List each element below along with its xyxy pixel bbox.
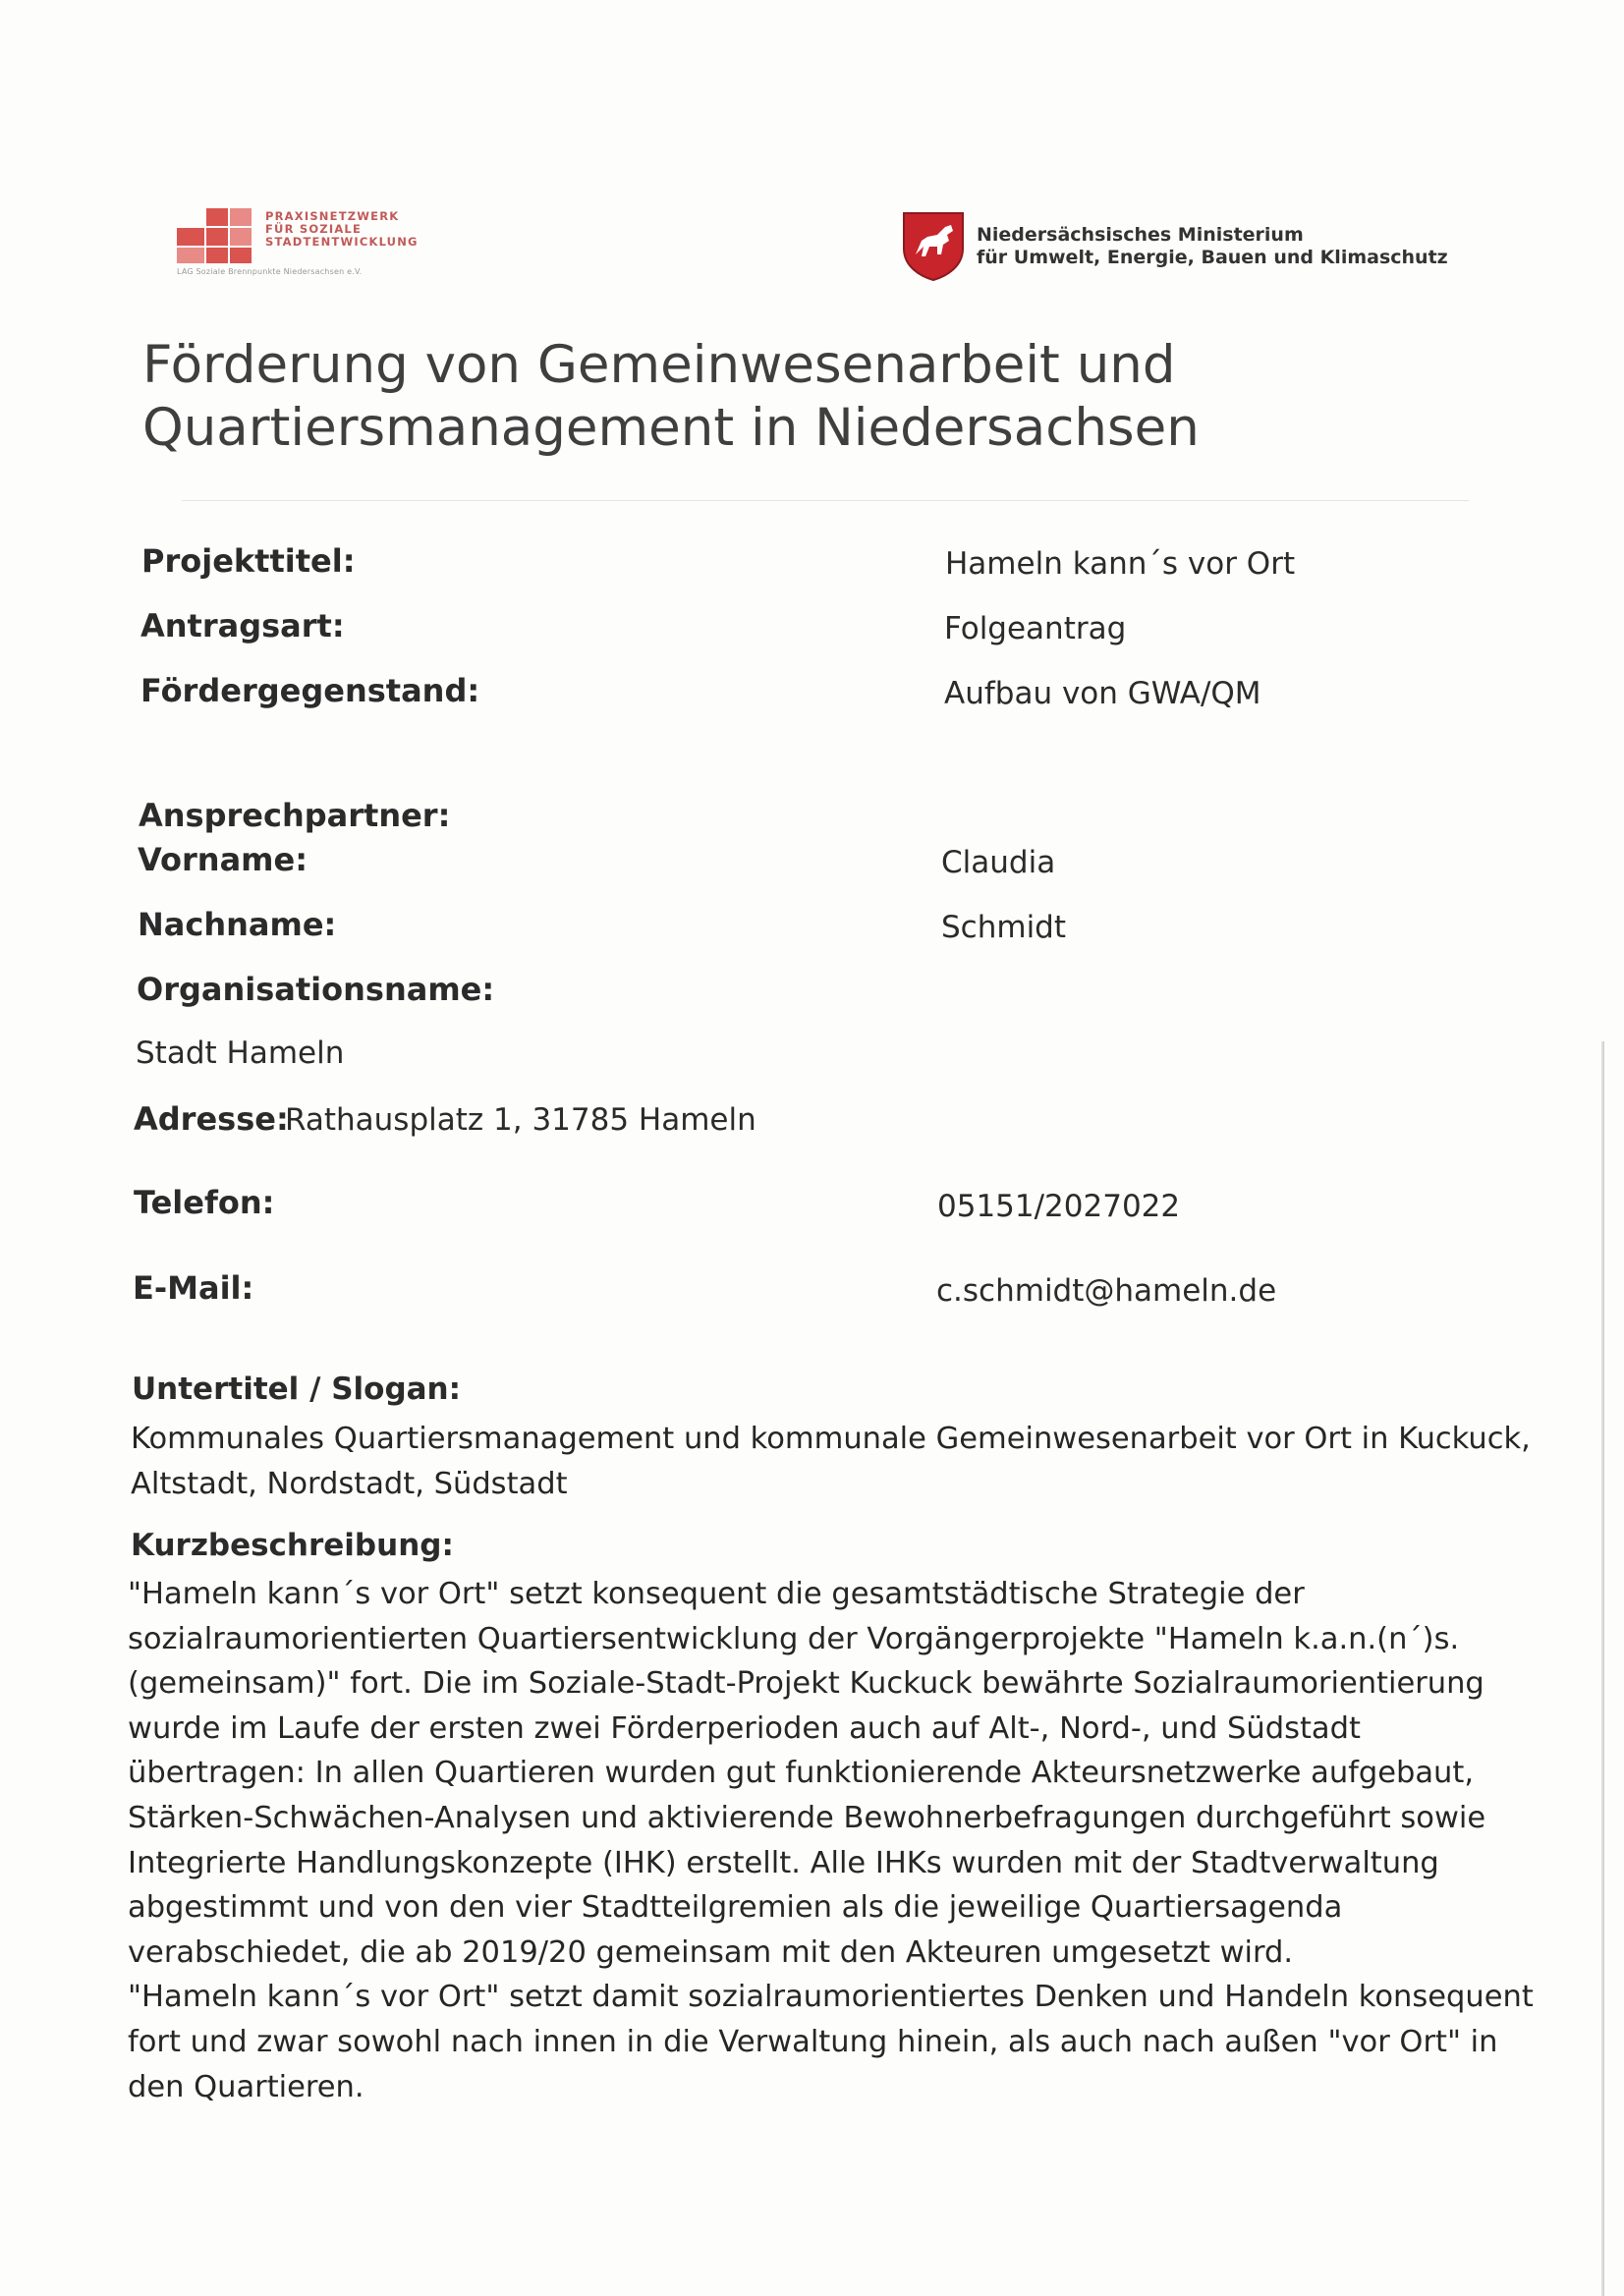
nachname-label: Nachname: bbox=[138, 906, 337, 943]
kurzbeschreibung-label: Kurzbeschreibung: bbox=[131, 1528, 454, 1563]
kurzbeschreibung-line: (gemeinsam)" fort. Die im Soziale-Stadt-Projekt Kuckuck bewährte Sozialraumorientierung bbox=[128, 1666, 1484, 1702]
kurzbeschreibung-line: verabschiedet, die ab 2019/20 gemeinsam mit den Akteuren umgesetzt wird. bbox=[128, 1934, 1294, 1970]
page-title-line-1: Förderung von Gemeinwesenarbeit und bbox=[142, 335, 1176, 395]
foerdergegenstand-label: Fördergegenstand: bbox=[140, 672, 480, 709]
email-label: E-Mail: bbox=[133, 1269, 254, 1307]
ministerium-line-2: für Umwelt, Energie, Bauen und Klimaschutz bbox=[977, 247, 1448, 268]
untertitel-line: Altstadt, Nordstadt, Südstadt bbox=[131, 1466, 568, 1501]
ansprechpartner-label: Ansprechpartner: bbox=[139, 797, 451, 834]
kurzbeschreibung-line: Stärken-Schwächen-Analysen und aktivierende Bewohnerbefragungen durchgeführt sowie bbox=[128, 1800, 1486, 1835]
projekttitel-label: Projekttitel: bbox=[141, 542, 356, 580]
kurzbeschreibung-line: Integrierte Handlungskonzepte (IHK) erstellt. Alle IHKs wurden mit der Stadtverwaltung bbox=[128, 1845, 1439, 1880]
niedersachsen-horse-crest-icon bbox=[902, 211, 965, 282]
logo-left-subtitle: LAG Soziale Brennpunkte Niedersachsen e.V. bbox=[177, 267, 363, 276]
kurzbeschreibung-line: wurde im Laufe der ersten zwei Förderperioden auch auf Alt-, Nord-, und Südstadt bbox=[128, 1710, 1361, 1746]
projekttitel-value: Hameln kann´s vor Ort bbox=[945, 546, 1296, 582]
untertitel-text bbox=[131, 1417, 1531, 1506]
ministerium-logo bbox=[902, 208, 1452, 283]
organisationsname-value: Stadt Hameln bbox=[136, 1036, 345, 1071]
foerdergegenstand-value: Aufbau von GWA/QM bbox=[944, 676, 1261, 711]
kurzbeschreibung-text bbox=[128, 1572, 1534, 2109]
kurzbeschreibung-line: abgestimmt und von den vier Stadtteilgremien als die jeweilige Quartiersagenda bbox=[128, 1890, 1343, 1926]
vorname-value: Claudia bbox=[941, 845, 1056, 880]
kurzbeschreibung-line: sozialraumorientierten Quartiersentwicklung der Vorgängerprojekte "Hameln k.a.n.(n´)s. bbox=[128, 1621, 1460, 1656]
logo-left-text bbox=[265, 210, 432, 249]
kurzbeschreibung-line: "Hameln kann´s vor Ort" setzt damit sozialraumorientiertes Denken und Handeln konsequent bbox=[128, 1980, 1534, 2015]
telefon-value: 05151/2027022 bbox=[937, 1189, 1181, 1224]
adresse-value: Rathausplatz 1, 31785 Hameln bbox=[285, 1102, 756, 1138]
kurzbeschreibung-line: übertragen: In allen Quartieren wurden gut funktionierende Akteursnetzwerke aufgebaut, bbox=[128, 1756, 1475, 1791]
antragsart-label: Antragsart: bbox=[140, 607, 345, 644]
antragsart-value: Folgeantrag bbox=[944, 611, 1127, 646]
ministerium-line-1: Niedersächsisches Ministerium bbox=[977, 224, 1304, 246]
email-value: c.schmidt@hameln.de bbox=[936, 1273, 1277, 1309]
logo-left-line-3: STADTENTWICKLUNG bbox=[265, 235, 419, 249]
logo-left-line-1: PRAXISNETZWERK bbox=[265, 209, 400, 223]
scan-edge-shadow bbox=[1601, 1041, 1604, 2296]
praxisnetzwerk-logo bbox=[177, 208, 432, 279]
telefon-label: Telefon: bbox=[134, 1184, 275, 1221]
kurzbeschreibung-line: den Quartieren. bbox=[128, 2069, 364, 2104]
logo-blocks-icon bbox=[177, 208, 257, 265]
untertitel-line: Kommunales Quartiersmanagement und kommunale Gemeinwesenarbeit vor Ort in Kuckuck, bbox=[131, 1422, 1531, 1456]
adresse-label: Adresse: bbox=[134, 1100, 289, 1138]
page-title-line-2: Quartiersmanagement in Niedersachsen bbox=[142, 398, 1200, 458]
organisationsname-label: Organisationsname: bbox=[137, 971, 495, 1008]
logo-left-line-2: FÜR SOZIALE bbox=[265, 222, 363, 236]
kurzbeschreibung-line: fort und zwar sowohl nach innen in die Verwaltung hinein, als auch nach außen "vor Ort" in bbox=[128, 2024, 1498, 2059]
nachname-value: Schmidt bbox=[941, 910, 1067, 945]
page-title bbox=[142, 334, 1420, 460]
title-divider bbox=[182, 500, 1469, 501]
kurzbeschreibung-line: "Hameln kann´s vor Ort" setzt konsequent die gesamtstädtische Strategie der bbox=[128, 1577, 1305, 1611]
untertitel-label: Untertitel / Slogan: bbox=[132, 1372, 462, 1407]
ministerium-name bbox=[977, 224, 1448, 269]
vorname-label: Vorname: bbox=[138, 841, 308, 878]
